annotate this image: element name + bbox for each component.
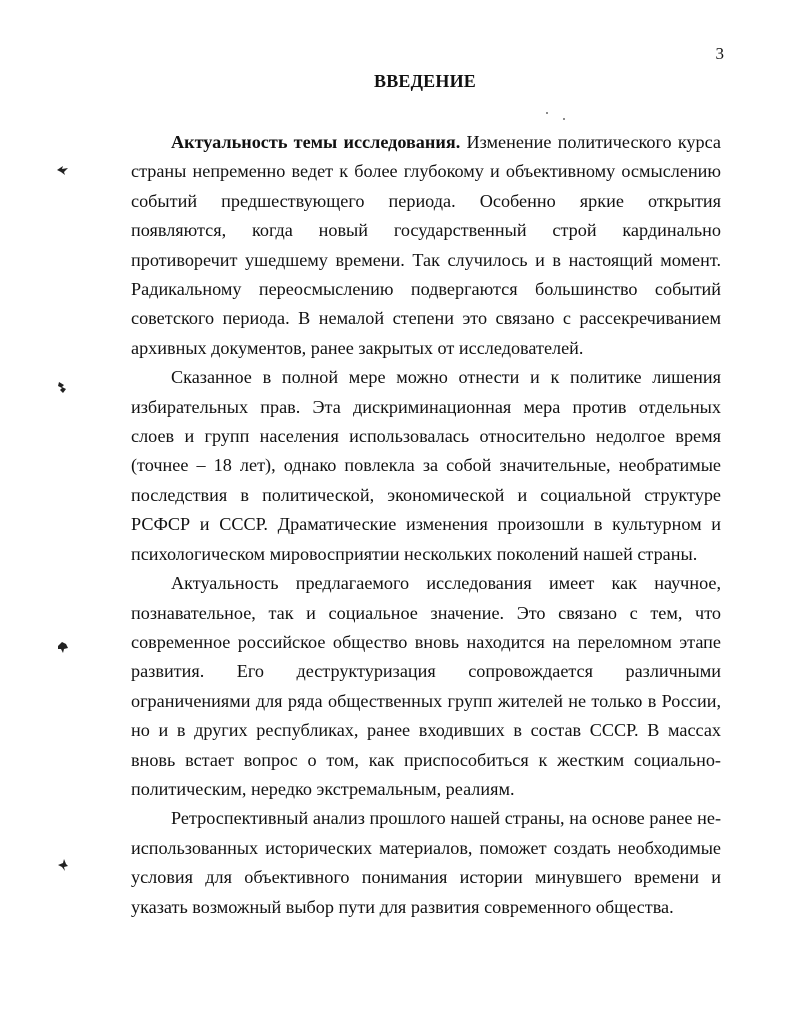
scan-speck xyxy=(563,118,565,120)
scan-mark-icon xyxy=(56,162,70,176)
paragraph-lead: Актуальность темы исследования. xyxy=(171,132,461,152)
document-body xyxy=(131,128,721,922)
page-number: 3 xyxy=(715,44,724,63)
page-title: ВВЕДЕНИЕ xyxy=(373,71,476,91)
scan-mark-icon xyxy=(56,640,70,654)
paragraph-text: Сказанное в полной мере можно отнести и к политике лишения избирательных прав. Эта дискриминационная мера против отдельных слоев и групп населения использовалась относительно недолгое время (точнее – 18 лет), однако повлекла за собой значительные, необратимые последствия в политической, экономической и социальной структуре РСФСР и СССР. Драматические изменения произошли в культурном и психологическом мировосприятии нескольких поколений нашей страны. xyxy=(131,367,721,564)
paragraph-text: Ретроспективный анализ прошлого нашей страны, на основе ранее неиспользованных исторических материалов, поможет создать необходимые условия для объективного понимания истории минувшего времени и указать возможный выбор пути для развития современного общества. xyxy=(131,808,721,917)
scan-mark-icon xyxy=(56,858,70,872)
paragraph-text: Изменение политического курса страны непременно ведет к более глубокому и объективному осмыслению событий предшествующего периода. Особенно яркие открытия появляются, когда новый государственный строй кардинально противоречит ушедшему времени. Так случилось и в настоящий момент. Радикальному переосмыслению подвергаются большинство событий советского периода. В немалой степени это связано с рассекречиванием архивных документов, ранее закрытых от исследователей. xyxy=(131,132,721,358)
paragraph-text: Актуальность предлагаемого исследования имеет как научное, познавательное, так и социальное значение. Это связано с тем, что современное российское общество вновь находится на переломном этапе развития. Его деструктуризация сопровождается различными ограничениями для ряда общественных групп жителей не только в России, но и в других республиках, ранее входивших в состав СССР. В массах вновь встает вопрос о том, как приспособиться к жестким социально-политическим, нередко экстремальным, реалиям. xyxy=(131,573,721,799)
scan-mark-icon xyxy=(56,380,70,394)
scan-speck xyxy=(546,112,548,114)
paragraph xyxy=(131,363,721,569)
paragraph xyxy=(131,569,721,804)
paragraph xyxy=(131,128,721,363)
paragraph xyxy=(131,804,721,922)
